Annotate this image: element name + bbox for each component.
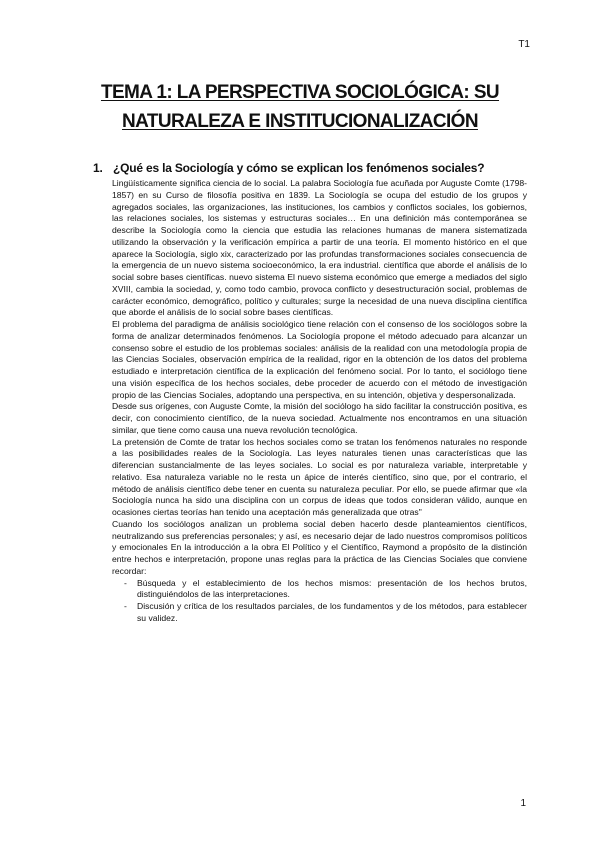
list-marker: - [124,601,127,611]
list-item [112,601,527,625]
section-number: 1. [93,161,103,175]
paragraph: Cuando los sociólogos analizan un problema social deben hacerlo desde planteamientos científicos, neutralizando sus preferencias personales; y así, es necesario dejar de lado nuestros compromisos políticos y emocionales En la introducción a la obra El Político y el Científico, Raymond a propósito de la distinción entre hechos e interpretación, propone unas reglas para la práctica de las Ciencias Sociales que conviene recordar: [112,518,527,576]
document-body [112,178,527,625]
list-marker: - [124,577,127,588]
paragraph: La pretensión de Comte de tratar los hechos sociales como se tratan los fenómenos naturales no responde a las posibilidades reales de la Sociología. Las leyes naturales tienen unas características que las diferencian sustancialmente de las leyes sociales. Lo social es por naturaleza variable, interpretable y relativo. Esa naturaleza variable no le resta un ápice de interés científico, sino que, por el contrario, el método de análisis científico debe tener en cuenta su naturaleza peculiar. Por ello, se puede afirmar que «la Sociología nunca ha sido una disciplina con un corpus de ideas que todos consideran válido, aunque en ocasiones ciertas teorías han tenido una aceptación más generalizada que otras" [112,436,527,517]
paragraph: Lingüísticamente significa ciencia de lo social. La palabra Sociología fue acuñada por Auguste Comte (1798-1857) en su Curso de filosofía positiva en 1839. La Sociología se ocupa del estudio de los grupos y agregados sociales, las organizaciones, las instituciones, los cambios y conflictos sociales, los gobiernos, las relaciones sociales, los sistemas y estructuras sociales… En una definición más contemporánea se describe la Sociología como la ciencia que estudia las relaciones humanas de manera sistematizada utilizando la observación y la verificación empírica a partir de una teoría. El momento histórico en el que aparece la Sociología, siglo xix, caracterizado por las profundas transformaciones sociales consecuencia de la emergencia de un nuevo sistema socioeconómico, la era industrial. científica que aborde el análisis de lo social sobre bases científicas. nuevo sistema El nuevo sistema económico que emerge a mediados del siglo XVIII, cambia la sociedad, y, como todo cambio, provoca conflicto y desestructuración social, problemas de carácter económico, demográfico, político y culturales; surge la necesidad de una nueva disciplina científica que aborde el análisis de lo social sobre bases científicas. [112,178,527,318]
section-heading [93,161,484,175]
section-heading-text: ¿Qué es la Sociología y cómo se explican los fenómenos sociales? [113,161,485,175]
title-line-1: TEMA 1: LA PERSPECTIVA SOCIOLÓGICA: SU [100,82,500,103]
page-title [60,78,540,136]
header-code: T1 [518,39,530,50]
paragraph: Desde sus orígenes, con Auguste Comte, la misión del sociólogo ha sido facilitar la construcción positiva, es decir, con conocimiento científico, de la nueva sociedad. Actualmente nos encontramos en una situación similar, que tiene como causa una nueva revolución tecnológica. [112,401,527,435]
rules-list [112,578,527,625]
list-item [112,578,527,602]
list-item-text: Discusión y crítica de los resultados parciales, de los fundamentos y de los métodos, para establecer su validez. [137,601,527,623]
paragraph: El problema del paradigma de análisis sociológico tiene relación con el consenso de los sociólogos sobre la forma de analizar determinados fenómenos. La Sociología propone el método adecuado para alcanzar un consenso sobre el estudio de los problemas sociales: análisis de la realidad con una metodología propia de las Ciencias Sociales, observación empírica de la realidad, rigor en la obtención de los datos del problema estudiado e interpretación científica de la explicación del fenómeno social. Por lo tanto, el sociólogo tiene una visión específica de los hechos sociales, debe proceder de acuerdo con el método de investigación propio de las Ciencias Sociales, adoptando una perspectiva, en su intención, objetiva y despersonalizada. [112,319,527,400]
title-line-2: NATURALEZA E INSTITUCIONALIZACIÓN [122,111,478,132]
list-item-text: Búsqueda y el establecimiento de los hechos mismos: presentación de los hechos brutos, distinguiéndolos de las interpretaciones. [137,577,527,600]
page-number: 1 [520,798,526,809]
